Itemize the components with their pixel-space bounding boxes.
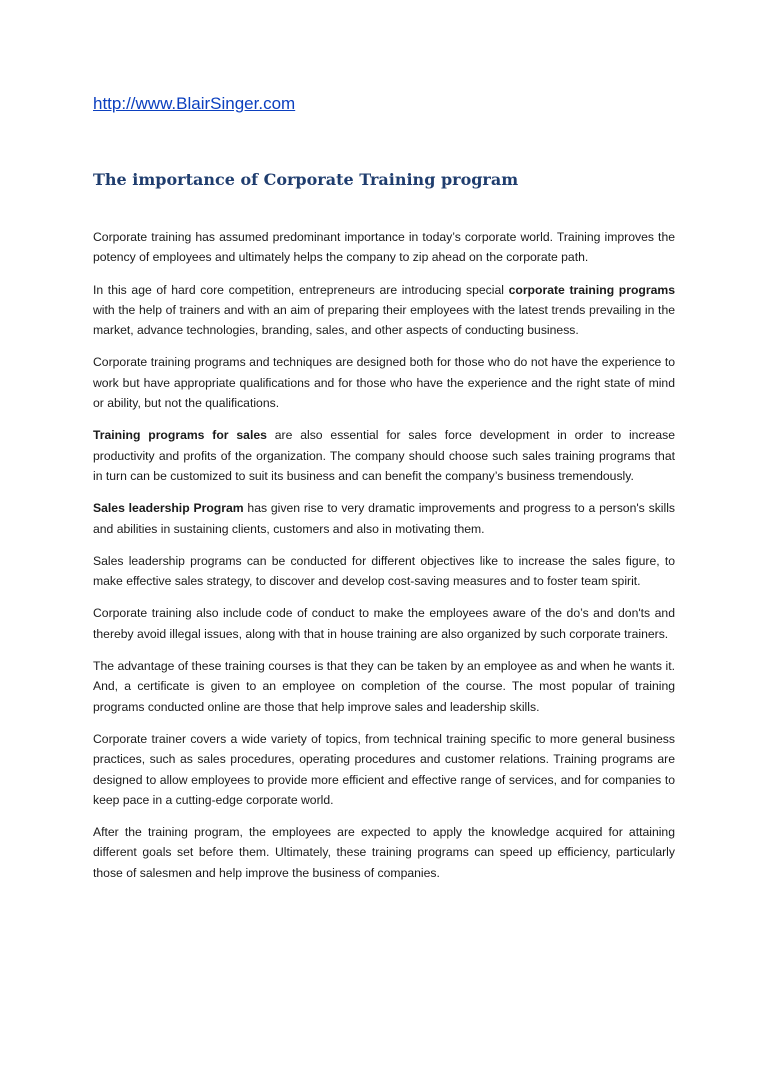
- paragraph-sales-programs: [93, 425, 675, 486]
- paragraph-code-of-conduct: Corporate training also include code of conduct to make the employees aware of the do’s and don'ts and thereby avoid illegal issues, along with that in house training are also organized by such corporate trainers.: [93, 606, 675, 641]
- paragraph-sales-leadership: [93, 498, 675, 539]
- document-body: [93, 227, 675, 895]
- paragraph-after-training: After the training program, the employees are expected to apply the knowledge acquired for attaining different goals set before them. Ultimately, these training programs can speed up efficiency, particularly those of salesmen and help improve the business of companies.: [93, 825, 675, 880]
- bold-phrase-training-programs-for-sales: Training programs for sales: [93, 428, 267, 443]
- paragraph-competition: [93, 280, 675, 341]
- bold-phrase-sales-leadership-program: Sales leadership Program: [93, 501, 244, 516]
- paragraph-text: In this age of hard core competition, entrepreneurs are introducing special: [93, 282, 509, 297]
- paragraph-text: with the help of trainers and with an aim of preparing their employees with the latest trends prevailing in the market, advance technologies, branding, sales, and other aspects of conducting business.: [93, 302, 675, 338]
- paragraph-topics: Corporate trainer covers a wide variety of topics, from technical training specific to more general business practices, such as sales procedures, operating procedures and customer relations. Training programs are designed to allow employees to provide more efficient and effective range of services, and for companies to keep pace in a cutting-edge corporate world.: [93, 731, 675, 807]
- paragraph-advantage: The advantage of these training courses is that they can be taken by an employee as and when he wants it. And, a certificate is given to an employee on completion of the course. The most popular of training programs conducted online are those that help improve sales and leadership skills.: [93, 659, 675, 714]
- document-title: The importance of Corporate Training program: [93, 170, 519, 189]
- website-link[interactable]: http://www.BlairSinger.com: [93, 94, 296, 113]
- paragraph-text: are also essential for sales force development in order to increase productivity and profits of the organization. The company should choose such sales training programs that in turn can be customized to suit its business and can benefit the company’s business tremendously.: [93, 428, 676, 483]
- paragraph-text: has given rise to very dramatic improvements and progress to a person's skills and abilities in sustaining clients, customers and also in motivating them.: [93, 501, 676, 536]
- paragraph-techniques: Corporate training programs and techniques are designed both for those who do not have the experience to work but have appropriate qualifications and for those who have the experience and the right state of mind or ability, but not the qualifications.: [93, 355, 675, 411]
- bold-phrase-corporate-training-programs: corporate training programs: [508, 282, 675, 297]
- paragraph-objectives: Sales leadership programs can be conducted for different objectives like to increase the sales figure, to make effective sales strategy, to discover and develop cost-saving measures and to foster team spirit.: [93, 553, 675, 589]
- paragraph-intro: Corporate training has assumed predominant importance in today’s corporate world. Training improves the potency of employees and ultimately helps the company to zip ahead on the corporate path.: [93, 230, 675, 265]
